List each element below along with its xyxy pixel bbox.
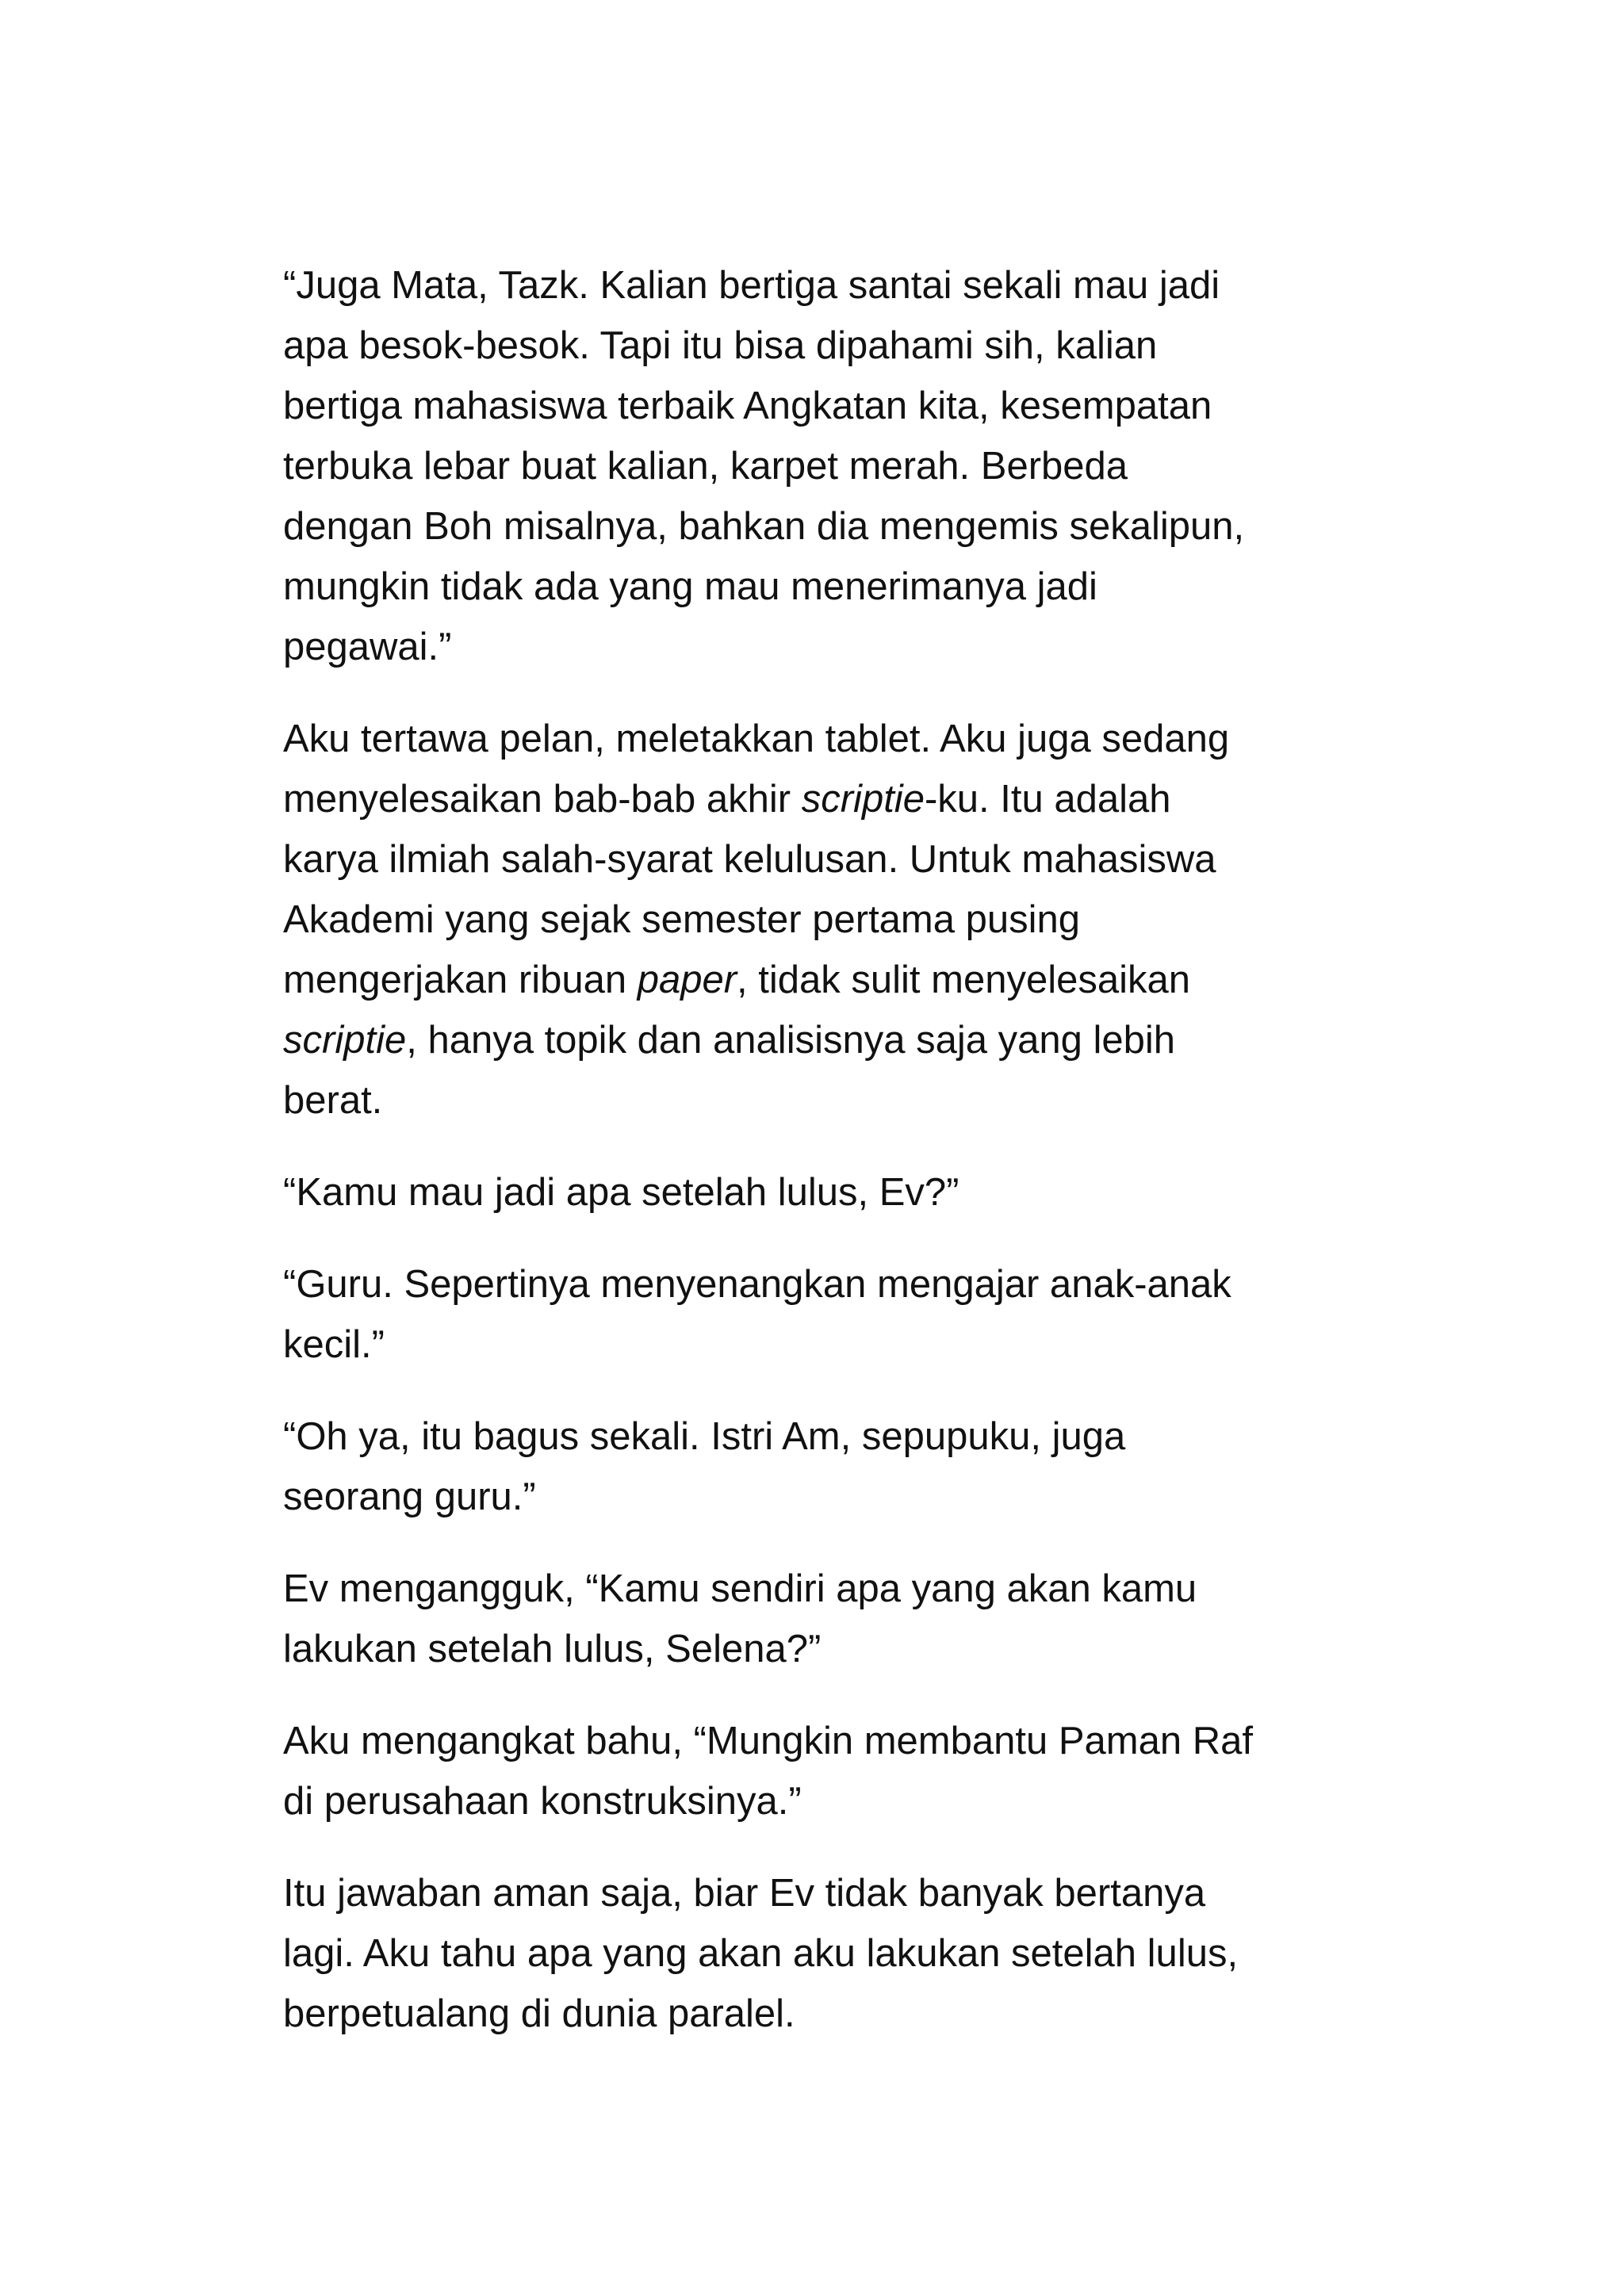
text-run: mengerjakan ribuan	[283, 959, 638, 1001]
text-run: menyelesaikan bab-bab akhir	[283, 778, 802, 821]
text-line	[283, 1711, 1393, 1771]
text-line	[283, 316, 1393, 376]
text-run: berat.	[283, 1079, 383, 1122]
text-run: lagi. Aku tahu apa yang akan aku lakukan setelah lulus,	[283, 1932, 1239, 1975]
text-line	[283, 1314, 1393, 1375]
text-line	[283, 1771, 1393, 1831]
paragraph	[283, 1162, 1393, 1223]
text-run: Akademi yang sejak semester pertama pusing	[283, 898, 1081, 941]
text-line	[283, 496, 1393, 557]
italic-term: paper	[637, 959, 737, 1001]
text-run: karya ilmiah salah-syarat kelulusan. Untuk mahasiswa	[283, 838, 1216, 881]
text-run: apa besok-besok. Tapi itu bisa dipahami sih, kalian	[283, 324, 1158, 367]
text-line	[283, 557, 1393, 617]
text-line	[283, 1619, 1393, 1679]
text-line	[283, 1559, 1393, 1619]
text-run: seorang guru.”	[283, 1475, 536, 1518]
text-line	[283, 376, 1393, 436]
text-run: di perusahaan konstruksinya.”	[283, 1780, 802, 1823]
text-run: “Juga Mata, Tazk. Kalian bertiga santai sekali mau jadi	[283, 264, 1220, 307]
text-line	[283, 950, 1393, 1010]
text-line	[283, 1467, 1393, 1527]
text-line	[283, 1923, 1393, 1984]
text-line	[283, 255, 1393, 316]
text-line	[283, 1070, 1393, 1131]
text-run: Aku tertawa pelan, meletakkan tablet. Aku juga sedang	[283, 718, 1230, 760]
text-line	[283, 1254, 1393, 1314]
text-run: dengan Boh misalnya, bahkan dia mengemis sekalipun,	[283, 505, 1245, 548]
text-run: bertiga mahasiswa terbaik Angkatan kita, kesempatan	[283, 385, 1212, 427]
text-run: terbuka lebar buat kalian, karpet merah. Berbeda	[283, 445, 1128, 488]
paragraph	[283, 1711, 1393, 1831]
paragraph	[283, 1406, 1393, 1527]
text-run: Itu jawaban aman saja, biar Ev tidak banyak bertanya	[283, 1872, 1206, 1915]
text-line	[283, 1162, 1393, 1223]
text-line	[283, 1984, 1393, 2044]
paragraph	[283, 1559, 1393, 1679]
body-text	[283, 255, 1393, 2076]
text-line	[283, 617, 1393, 677]
text-run: -ku. Itu adalah	[924, 778, 1171, 821]
text-run: , tidak sulit menyelesaikan	[737, 959, 1190, 1001]
text-run: berpetualang di dunia paralel.	[283, 1992, 795, 2035]
text-line	[283, 1863, 1393, 1923]
text-run: “Guru. Sepertinya menyenangkan mengajar anak-anak	[283, 1263, 1231, 1306]
text-run: mungkin tidak ada yang mau menerimanya jadi	[283, 565, 1097, 608]
paragraph	[283, 1254, 1393, 1375]
text-run: “Oh ya, itu bagus sekali. Istri Am, sepupuku, juga	[283, 1415, 1126, 1458]
text-line	[283, 829, 1393, 890]
text-run: Aku mengangkat bahu, “Mungkin membantu Paman Raf	[283, 1720, 1253, 1762]
paragraph	[283, 709, 1393, 1131]
text-run: , hanya topik dan analisisnya saja yang lebih	[406, 1019, 1175, 1062]
text-line	[283, 436, 1393, 496]
text-line	[283, 769, 1393, 829]
paragraph	[283, 1863, 1393, 2044]
text-line	[283, 890, 1393, 950]
italic-term: scriptie	[801, 778, 925, 821]
italic-term: scriptie	[283, 1019, 407, 1062]
text-run: Ev mengangguk, “Kamu sendiri apa yang akan kamu	[283, 1567, 1197, 1610]
text-line	[283, 709, 1393, 769]
paragraph	[283, 255, 1393, 677]
text-line	[283, 1406, 1393, 1467]
text-run: lakukan setelah lulus, Selena?”	[283, 1628, 822, 1670]
text-run: pegawai.”	[283, 626, 452, 668]
text-run: “Kamu mau jadi apa setelah lulus, Ev?”	[283, 1171, 959, 1214]
text-line	[283, 1010, 1393, 1070]
text-run: kecil.”	[283, 1323, 385, 1366]
